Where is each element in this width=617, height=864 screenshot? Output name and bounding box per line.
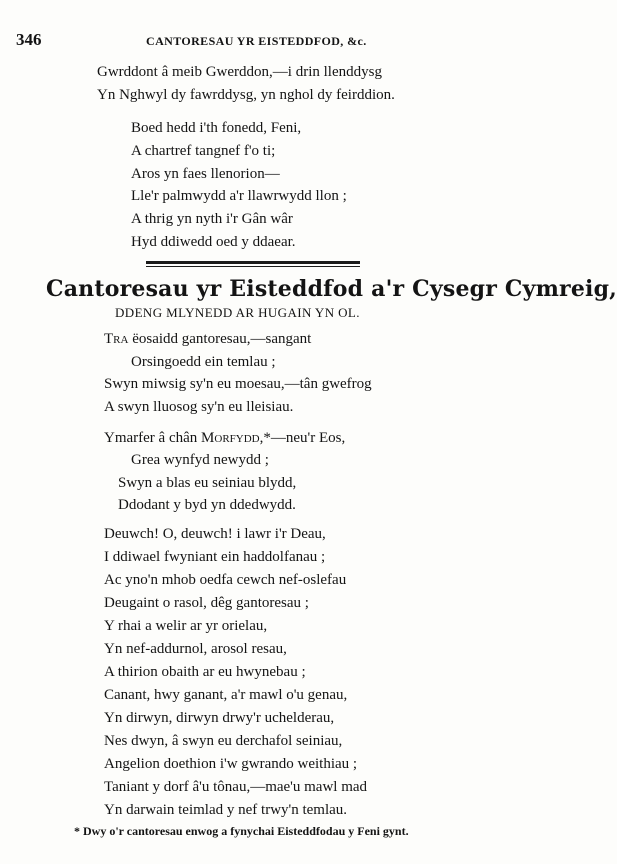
intro-couplet-line: Yn Nghwyl dy fawrddysg, yn nghol dy feirddion. [97, 87, 395, 103]
stanza-line [104, 430, 345, 447]
stanza-line [104, 331, 311, 348]
line-text: ëosaidd gantoresau,—sangant [128, 331, 312, 347]
stanza-line: A thirion obaith ar eu hwynebau ; [104, 664, 306, 680]
stanza-line: Boed hedd i'th fonedd, Feni, [131, 120, 302, 136]
intro-couplet-line: Gwrddont â meib Gwerddon,—i drin llenddysg [97, 64, 382, 80]
line-text: ,*—neu'r Eos, [259, 430, 346, 446]
stanza-line: Taniant y dorf â'u tônau,—mae'u mawl mad [104, 779, 368, 795]
stanza-line: Hyd ddiwedd oed y ddaear. [131, 234, 296, 250]
stanza-line: Canant, hwy ganant, a'r mawl o'u genau, [104, 687, 348, 703]
stanza-line: A thrig yn nyth i'r Gân wâr [131, 211, 293, 227]
stanza-line: Ac yno'n mhob oedfa cewch nef-oslefau [104, 572, 347, 588]
stanza-line: Deugaint o rasol, dêg gantoresau ; [104, 595, 309, 611]
stanza-line: Ddodant y byd yn ddedwydd. [118, 497, 296, 513]
stanza-line: A swyn lluosog sy'n eu lleisiau. [104, 399, 294, 415]
stanza-line: Yn darwain teimlad y nef trwy'n temlau. [104, 802, 348, 818]
stanza-line: I ddiwael fwyniant ein haddolfanau ; [104, 549, 326, 565]
stanza-line: Swyn a blas eu seiniau blydd, [118, 475, 297, 491]
stanza-line: Angelion doethion i'w gwrando weithiau ; [104, 756, 358, 772]
stanza-line: Orsingoedd ein temlau ; [131, 354, 276, 370]
first-word: Tra [104, 331, 129, 347]
stanza-line: Yn nef-addurnol, arosol resau, [104, 641, 287, 657]
stanza-line: Grea wynfyd newydd ; [131, 452, 269, 468]
stanza-line: Nes dwyn, â swyn eu derchafol seiniau, [104, 733, 343, 749]
section-divider-thin [146, 266, 360, 267]
page-number: 346 [16, 30, 42, 49]
stanza-line: Deuwch! O, deuwch! i lawr i'r Deau, [104, 526, 326, 542]
line-text: Ymarfer â chân [104, 430, 202, 446]
poem-subtitle: DDENG MLYNEDD AR HUGAIN YN OL. [115, 305, 360, 320]
stanza-line: Y rhai a welir ar yr orielau, [104, 618, 268, 634]
running-head: CANTORESAU YR EISTEDDFOD, &c. [146, 34, 367, 48]
section-divider-thick [146, 261, 360, 264]
stanza-line: Aros yn faes llenorion— [131, 166, 280, 182]
stanza-line: Swyn miwsig sy'n eu moesau,—tân gwefrog [104, 376, 372, 392]
stanza-line: Yn dirwyn, dirwyn drwy'r uchelderau, [104, 710, 335, 726]
poem-title: Cantoresau yr Eisteddfod a'r Cysegr Cymreig, [46, 276, 617, 302]
name-small-caps: Morfydd [201, 430, 260, 446]
footnote: * Dwy o'r cantoresau enwog a fynychai Eisteddfodau y Feni gynt. [74, 824, 409, 838]
stanza-line: A chartref tangnef f'o ti; [131, 143, 276, 159]
stanza-line: Lle'r palmwydd a'r llawrwydd llon ; [131, 188, 347, 204]
